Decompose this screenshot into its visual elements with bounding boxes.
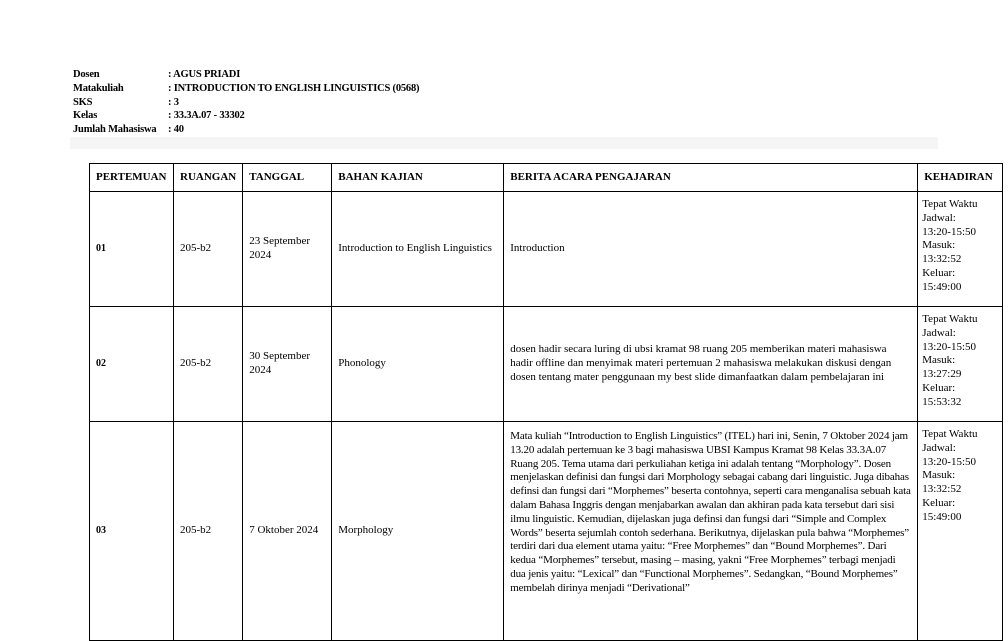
cell-berita-acara: Introduction (504, 192, 918, 307)
cell-ruangan: 205-b2 (174, 307, 243, 422)
kehadiran-jadwal: 13:20-15:50 (922, 340, 977, 353)
kehadiran-keluar-label: Keluar: (922, 381, 956, 394)
header-ruangan: RUANGAN (174, 164, 243, 192)
cell-tanggal: 23 September 2024 (243, 192, 332, 307)
cell-ruangan: 205-b2 (174, 192, 243, 307)
header-kehadiran: KEHADIRAN (918, 164, 1003, 192)
info-label: SKS (73, 96, 93, 108)
info-label: Jumlah Mahasiswa (73, 124, 157, 136)
info-label: Kelas (73, 110, 98, 122)
info-label: Dosen (73, 69, 100, 80)
kehadiran-jadwal: 13:20-15:50 (922, 225, 977, 238)
attendance-table (89, 163, 1003, 641)
kehadiran-masuk: 13:27:29 (922, 368, 962, 380)
kehadiran-keluar: 15:49:00 (922, 510, 962, 523)
kehadiran-masuk: 13:32:52 (922, 253, 962, 265)
cell-kehadiran (918, 192, 1003, 307)
cell-tanggal: 30 September 2024 (243, 307, 332, 422)
separator-band (70, 137, 938, 149)
header-bahan-kajian: BAHAN KAJIAN (332, 164, 504, 192)
cell-pertemuan: 02 (90, 307, 174, 422)
cell-pertemuan: 03 (90, 422, 174, 641)
table-row (90, 422, 1003, 641)
cell-pertemuan: 01 (90, 192, 174, 307)
info-row-matakuliah (73, 82, 419, 96)
info-row-jumlah-mahasiswa (73, 123, 419, 137)
cell-bahan-kajian: Morphology (332, 422, 504, 641)
kehadiran-jadwal-label: Jadwal: (922, 211, 956, 224)
table-header-row (90, 164, 1003, 192)
cell-kehadiran (918, 307, 1003, 422)
header-berita-acara: BERITA ACARA PENGAJARAN (504, 164, 918, 192)
table-row (90, 192, 1003, 307)
cell-ruangan: 205-b2 (174, 422, 243, 641)
cell-tanggal: 7 Oktober 2024 (243, 422, 332, 641)
kehadiran-status: Tepat Waktu (922, 313, 978, 325)
kehadiran-keluar-label: Keluar: (922, 496, 956, 509)
kehadiran-status: Tepat Waktu (922, 198, 978, 210)
info-value: : INTRODUCTION TO ENGLISH LINGUISTICS (0568) (168, 82, 420, 94)
header-pertemuan: PERTEMUAN (90, 164, 174, 192)
kehadiran-keluar: 15:53:32 (922, 395, 962, 408)
kehadiran-jadwal-label: Jadwal: (922, 326, 956, 339)
kehadiran-keluar-label: Keluar: (922, 266, 956, 279)
info-value: : 33.3A.07 - 33302 (168, 110, 245, 122)
table-row (90, 307, 1003, 422)
cell-berita-acara: Mata kuliah “Introduction to English Linguistics” (ITEL) hari ini, Senin, 7 Oktober 2024 jam 13.20 adalah pertemuan ke 3 bagi mahasiswa UBSI Kampus Kramat 98 Kelas 33.3A.07 Ruang 205. Tema utama dari perkuliahan ketiga ini adalah tentang “Morphology”. Dosen menjelaskan definisi dan fungsi dari Morphology sebagai cabang dari linguistic. Juga dibahas definsi dan fungsi dari “Morphemes” beserta contohnya, seperti cara menganalisa sebuah kata dalam Bahasa Inggris dengan menjabarkan awalan dan akhiran pada kata tersebut dari sisi ilmu linguistic. Kemudian, dijelaskan juga definsi dan fungsi dari “Simple and Complex Words” beserta sejumlah contoh sederhana. Berikutnya, dijelaskan pula bahwa “Morphemes” terdiri dari dua element utama yaitu: “Free Morphemes” dan “Bound Morphemes”. Dari kedua “Morphemes” tersebut, masing – masing, yakni “Free Morphemes” terbagi menjadi dua jenis yaitu: “Lexical” dan “Functional Morphemes”. Sedangkan, “Bound Morphemes” membelah dirinya menjadi “Derivational” (504, 422, 918, 641)
course-info (73, 68, 419, 137)
info-label: Matakuliah (73, 82, 124, 94)
kehadiran-jadwal-label: Jadwal: (922, 441, 956, 454)
info-value: : 3 (168, 96, 179, 108)
kehadiran-status: Tepat Waktu (922, 428, 978, 440)
kehadiran-jadwal: 13:20-15:50 (922, 455, 977, 468)
cell-berita-acara: dosen hadir secara luring di ubsi kramat 98 ruang 205 memberikan materi mahasiswa hadir offline dan menyimak materi pertemuan 2 mahasiswa melakukan diskusi dengan dosen tentang mater penggunaan my best slide dimanfaatkan dalam pembelajaran ini (504, 307, 918, 422)
info-value: : 40 (168, 124, 184, 136)
cell-kehadiran (918, 422, 1003, 641)
info-value: : AGUS PRIADI (168, 69, 241, 80)
info-row-sks (73, 96, 419, 110)
kehadiran-masuk-label: Masuk: (922, 239, 956, 252)
kehadiran-keluar: 15:49:00 (922, 280, 962, 293)
kehadiran-masuk-label: Masuk: (922, 354, 956, 367)
cell-bahan-kajian: Introduction to English Linguistics (332, 192, 504, 307)
kehadiran-masuk-label: Masuk: (922, 469, 956, 482)
info-row-kelas (73, 109, 419, 123)
kehadiran-masuk: 13:32:52 (922, 483, 962, 495)
info-row-dosen (73, 68, 419, 82)
cell-bahan-kajian: Phonology (332, 307, 504, 422)
header-tanggal: TANGGAL (243, 164, 332, 192)
